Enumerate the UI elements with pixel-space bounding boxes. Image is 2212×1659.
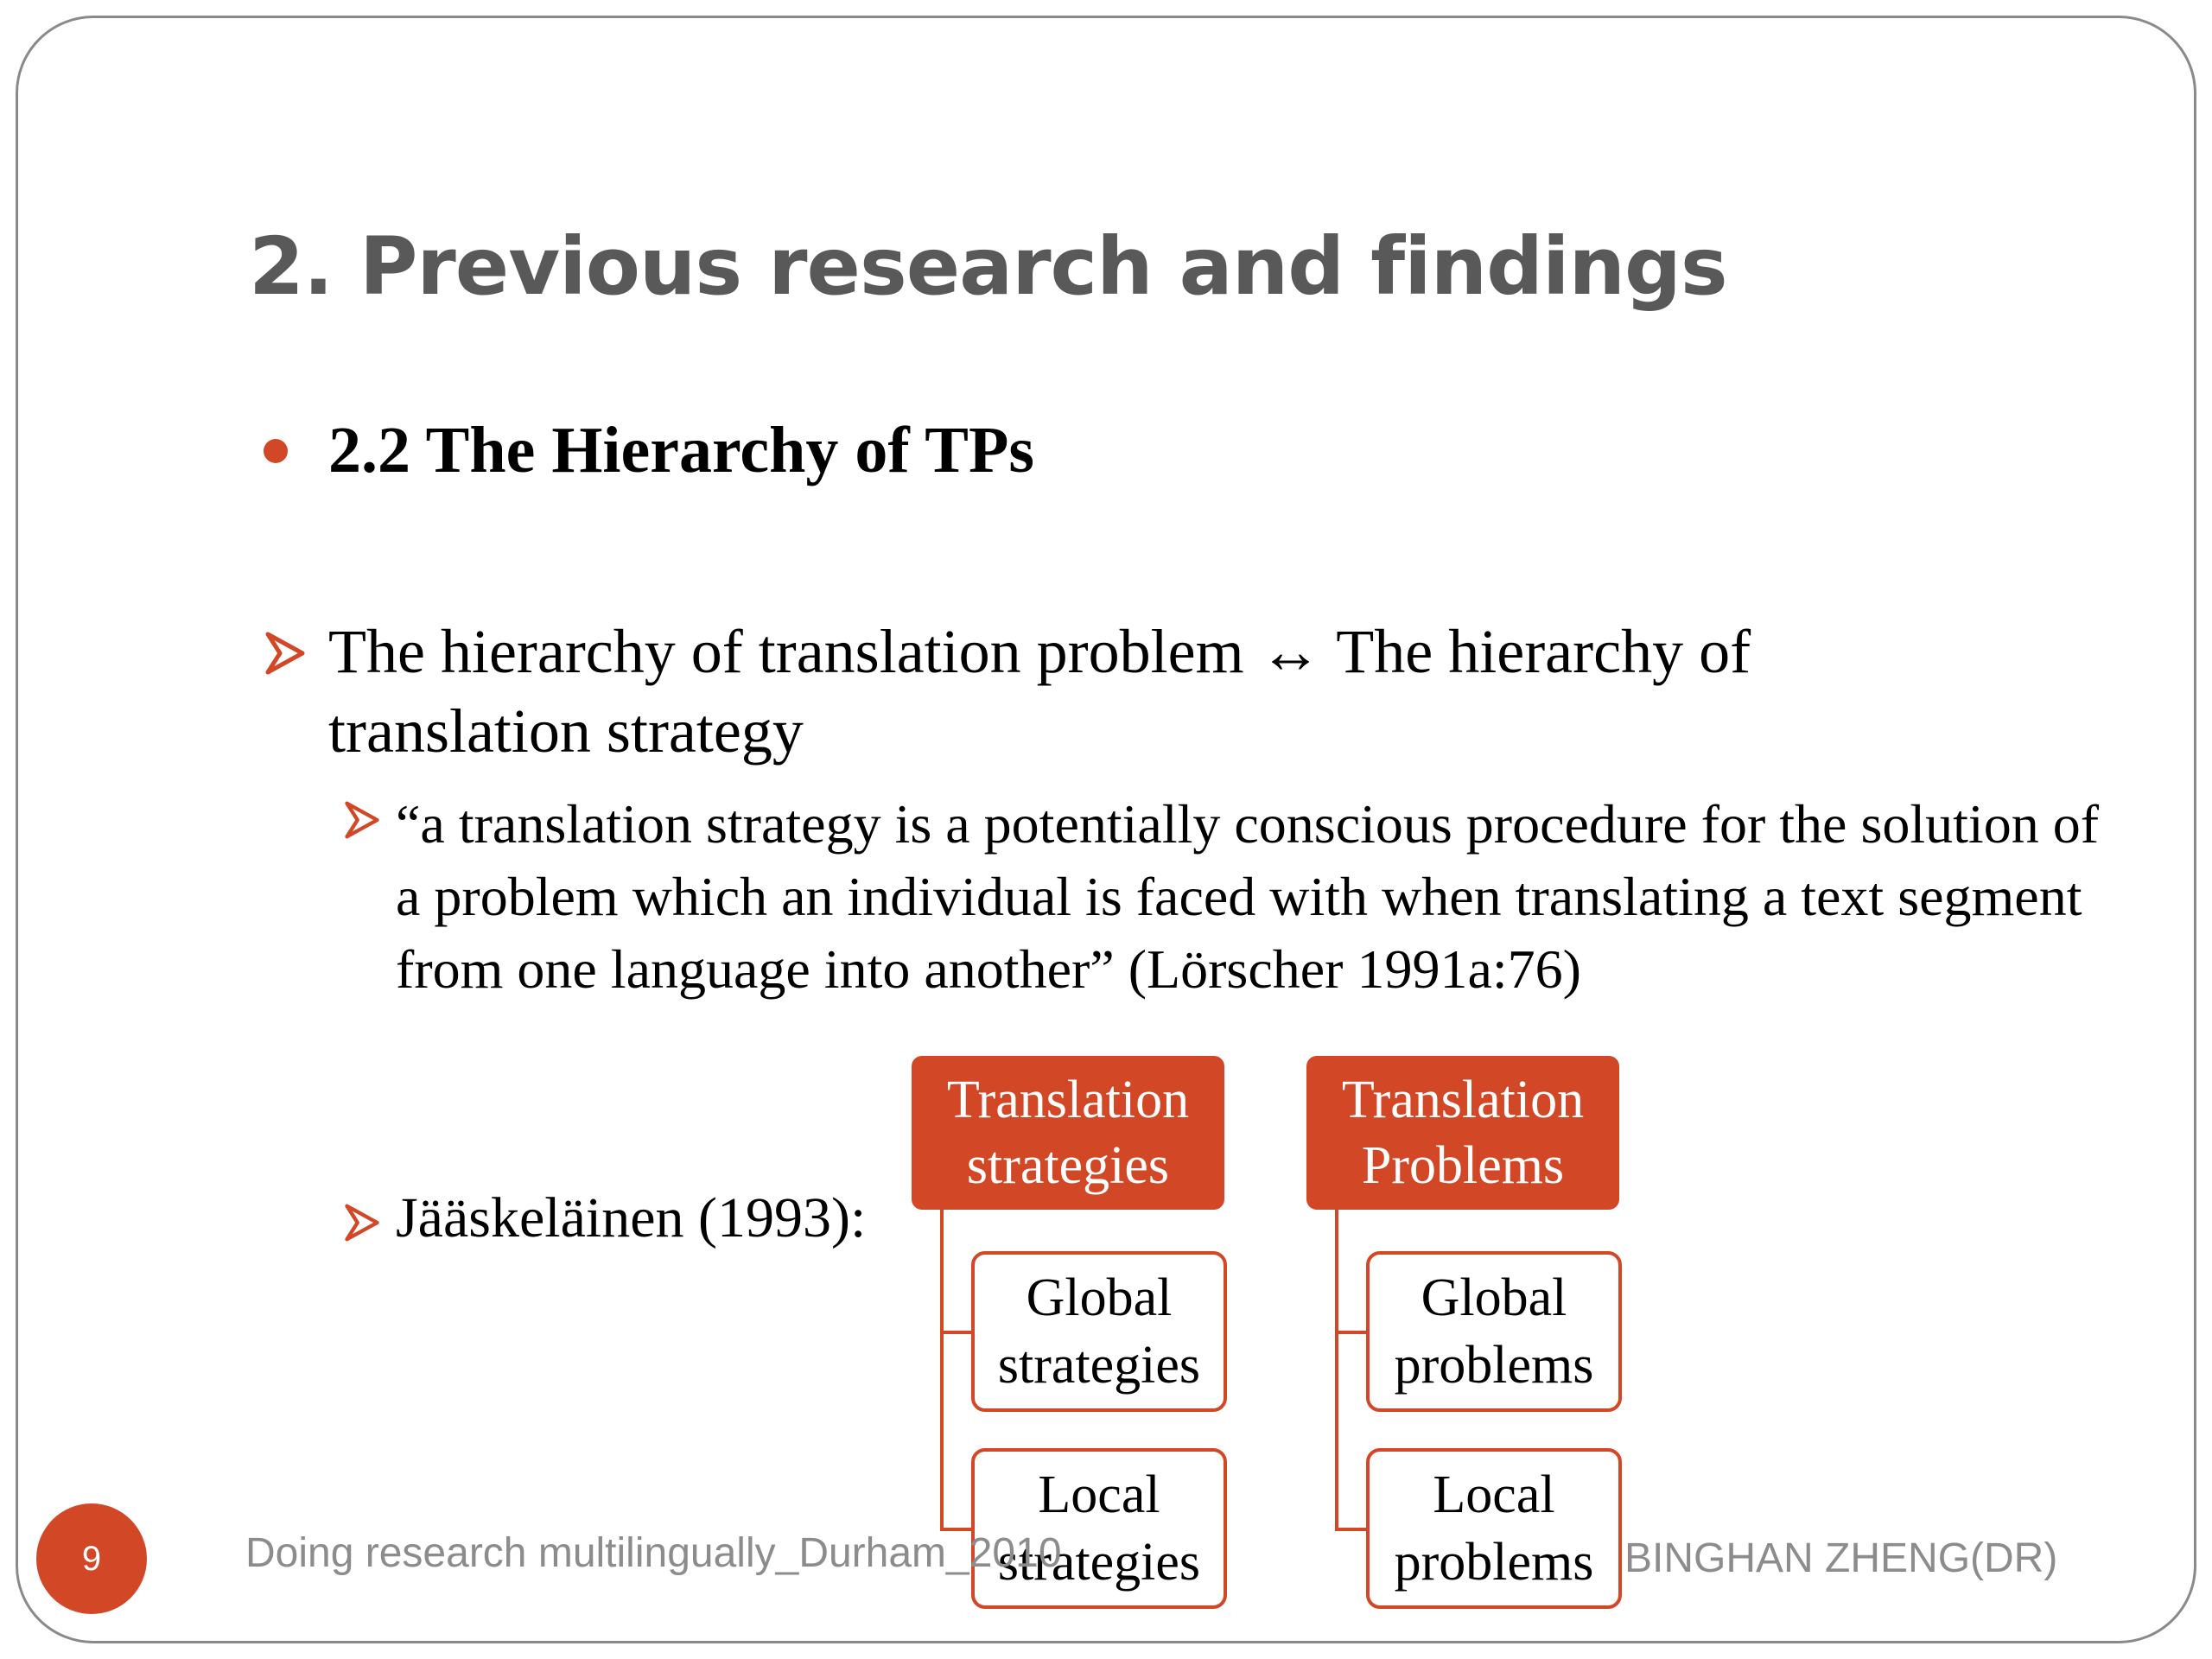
global-problems-box (1366, 1251, 1622, 1412)
quote-lorscher: “a translation strategy is a potentially conscious procedure for the solution of a problem which an individual is faced with when translating a text segment from one language into another” (Lörscher 1991a:76) (396, 793, 2099, 1000)
connector-line (940, 1331, 971, 1334)
connector-line (940, 1210, 944, 1529)
page-number: 9 (81, 1539, 102, 1578)
arrow-bullet-icon (264, 631, 306, 676)
local-strategies-label: Local strategies (997, 1465, 1201, 1592)
slide-title: 2. Previous research and findings (249, 220, 1727, 313)
sub-heading: 2.2 The Hierarchy of TPs (328, 414, 1034, 486)
point-hierarchy: The hierarchy of translation problem ↔ The hierarchy of translation strategy (328, 617, 1751, 766)
strategies-header-box (912, 1056, 1224, 1210)
footer-right-text: BINGHAN ZHENG(DR) (1624, 1535, 2058, 1581)
local-problems-label: Local problems (1394, 1465, 1594, 1592)
global-strategies-label: Global strategies (997, 1268, 1201, 1395)
problems-header-label: Translation Problems (1341, 1071, 1585, 1195)
round-bullet-icon (264, 439, 288, 463)
arrow-bullet-icon (344, 800, 380, 840)
connector-line (1335, 1331, 1366, 1334)
connector-line (1335, 1528, 1366, 1531)
connector-line (1335, 1210, 1338, 1529)
jaaskelainen-label: Jääskeläinen (1993): (396, 1186, 867, 1249)
page-number-badge (36, 1503, 147, 1614)
problems-header-box (1306, 1056, 1619, 1210)
global-problems-label: Global problems (1394, 1268, 1594, 1395)
arrow-bullet-icon (344, 1203, 380, 1243)
footer-left-text: Doing research multilingually_Durham_2010 (245, 1530, 1062, 1576)
strategies-header-label: Translation strategies (946, 1071, 1190, 1195)
local-strategies-box (971, 1448, 1227, 1609)
global-strategies-box (971, 1251, 1227, 1412)
local-problems-box (1366, 1448, 1622, 1609)
